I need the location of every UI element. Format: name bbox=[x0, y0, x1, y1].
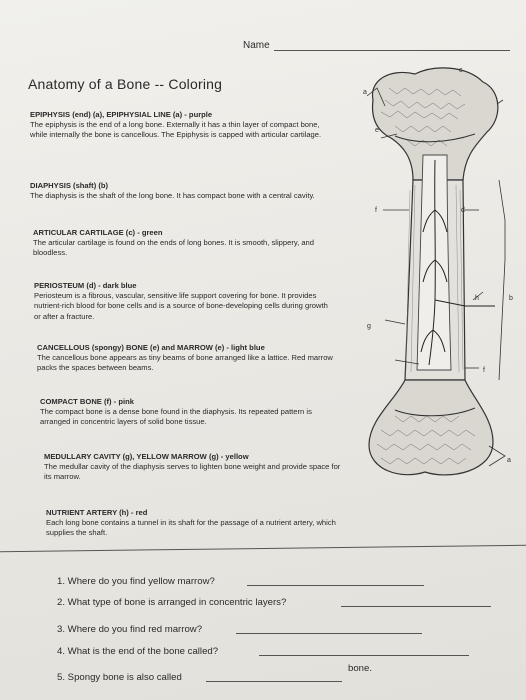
diagram-label-d: d bbox=[461, 207, 465, 214]
diagram-label-b: b bbox=[509, 295, 513, 302]
long-bone-diagram bbox=[355, 60, 520, 480]
question-3: 3. Where do you find red marrow? bbox=[57, 624, 203, 635]
answer-line-2[interactable] bbox=[341, 606, 491, 607]
answer-line-3[interactable] bbox=[236, 633, 422, 634]
section-body: The compact bone is a dense bone found in the diaphysis. Its repeated pattern is arranged in concentric layers of solid bone tissue. bbox=[40, 407, 312, 427]
section-compact-bone bbox=[40, 397, 340, 428]
section-body: Periosteum is a fibrous, vascular, sensitive life support covering for bone. It provides nutrient-rich blood for bone cells and is a source of bone-developing cells during growth or after a fracture. bbox=[34, 291, 328, 321]
section-body: The diaphysis is the shaft of the long bone. It has compact bone with a central cavity. bbox=[30, 191, 315, 201]
section-heading: EPIPHYSIS (end) (a), EPIPHYSIAL LINE (a) - purple bbox=[30, 110, 213, 119]
answer-line-4[interactable] bbox=[259, 655, 469, 656]
section-diaphysis bbox=[30, 181, 330, 201]
section-heading: CANCELLOUS (spongy) BONE (e) and MARROW (e) - light blue bbox=[37, 343, 265, 352]
name-label: Name bbox=[243, 40, 270, 51]
section-body: The cancellous bone appears as tiny beams of bone arranged like a lattice. Red marrow packs the spaces between beams. bbox=[37, 353, 333, 373]
section-epiphysis bbox=[30, 110, 330, 141]
medullary-cavity bbox=[417, 155, 451, 370]
section-nutrient-artery bbox=[46, 508, 346, 539]
question-5-suffix: bone. bbox=[348, 663, 373, 674]
diagram-label-h: h bbox=[475, 295, 479, 302]
diagram-label-e: e bbox=[375, 127, 379, 134]
section-heading: MEDULLARY CAVITY (g), YELLOW MARROW (g) - yellow bbox=[44, 452, 249, 461]
answer-line-5[interactable] bbox=[206, 681, 342, 682]
section-body: The articular cartilage is found on the ends of long bones. It is smooth, slippery, and bloodless. bbox=[33, 238, 314, 258]
name-line[interactable] bbox=[274, 50, 510, 51]
section-heading: PERIOSTEUM (d) - dark blue bbox=[34, 281, 137, 290]
section-articular-cartilage bbox=[33, 228, 333, 259]
answer-line-1[interactable] bbox=[247, 585, 424, 586]
diagram-label-f: f bbox=[375, 207, 377, 214]
diagram-label-f-bottom: f bbox=[483, 367, 485, 374]
diagram-label-c: c bbox=[459, 67, 463, 74]
section-periosteum bbox=[34, 281, 334, 322]
diagram-label-a-bottom: a bbox=[507, 457, 511, 464]
section-body: Each long bone contains a tunnel in its shaft for the passage of a nutrient artery, which supplies the shaft. bbox=[46, 518, 336, 538]
question-5: 5. Spongy bone is also called bbox=[57, 672, 182, 683]
distal-epiphysis bbox=[369, 380, 493, 475]
section-cancellous-bone bbox=[37, 343, 337, 374]
question-1: 1. Where do you find yellow marrow? bbox=[57, 576, 215, 587]
diagram-label-a: a bbox=[363, 89, 367, 96]
section-body: The epiphysis is the end of a long bone. Externally it has a thin layer of compact bone, while internally the bone is cancellous. The Epiphysis is capped with articular cartilage. bbox=[30, 120, 322, 140]
diagram-label-g: g bbox=[367, 323, 371, 330]
question-2: 2. What type of bone is arranged in concentric layers? bbox=[57, 597, 287, 608]
section-heading: DIAPHYSIS (shaft) (b) bbox=[30, 181, 109, 190]
section-heading: COMPACT BONE (f) - pink bbox=[40, 397, 134, 406]
section-heading: ARTICULAR CARTILAGE (c) - green bbox=[33, 228, 163, 237]
section-medullary-cavity bbox=[44, 452, 344, 483]
section-body: The medullar cavity of the diaphysis serves to lighten bone weight and provide space for its marrow. bbox=[44, 462, 341, 482]
page-title: Anatomy of a Bone -- Coloring bbox=[28, 76, 223, 92]
section-heading: NUTRIENT ARTERY (h) - red bbox=[46, 508, 148, 517]
section-divider bbox=[0, 545, 526, 552]
question-4: 4. What is the end of the bone called? bbox=[57, 646, 219, 657]
